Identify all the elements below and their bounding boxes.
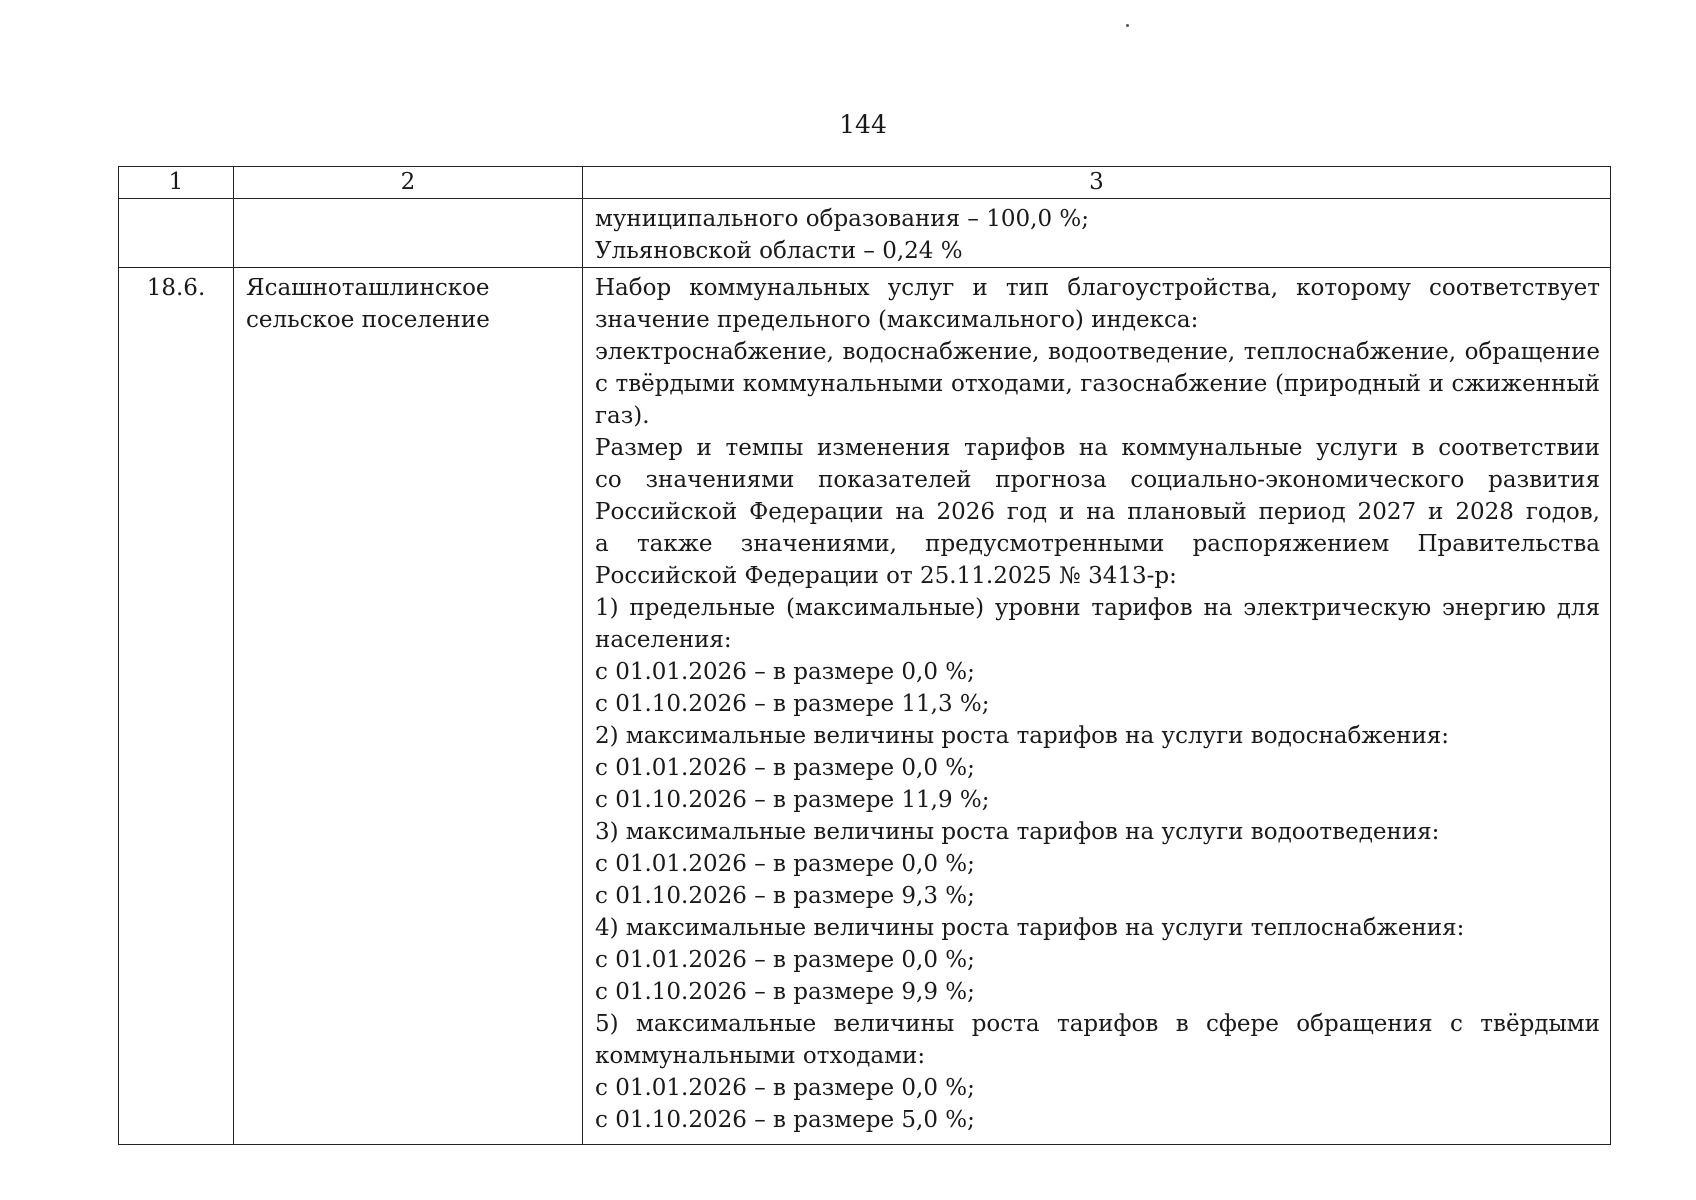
table-row-continuation <box>119 199 1611 268</box>
text-line: 4) максимальные величины роста тарифов на услуги теплоснабжения: <box>595 915 1465 941</box>
column-header-1: 1 <box>119 167 234 199</box>
text-line: а также значениями, предусмотренными распоряжением Правительства <box>595 531 1600 557</box>
settlement-name <box>234 268 582 336</box>
text-line: коммунальными отходами: <box>595 1043 926 1069</box>
text-line: с твёрдыми коммунальными отходами, газоснабжение (природный и сжиженный <box>595 371 1600 397</box>
text-line: с 01.01.2026 – в размере 0,0 %; <box>595 1075 975 1101</box>
text-line: электроснабжение, водоснабжение, водоотведение, теплоснабжение, обращение <box>595 339 1600 365</box>
tariff-description <box>583 268 1610 1136</box>
tariff-table <box>118 166 1611 1145</box>
text-line: с 01.10.2026 – в размере 9,9 %; <box>595 979 975 1005</box>
row-number-cell <box>119 268 234 1145</box>
settlement-name-line: Ясашноташлинское <box>246 275 490 301</box>
text-line: 2) максимальные величины роста тарифов на услуги водоснабжения: <box>595 723 1450 749</box>
text-line: 5) максимальные величины роста тарифов в сфере обращения с твёрдыми <box>595 1011 1600 1037</box>
text-line: с 01.01.2026 – в размере 0,0 %; <box>595 851 975 877</box>
text-line: Российской Федерации от 25.11.2025 № 3413-р: <box>595 563 1177 589</box>
text-line: с 01.10.2026 – в размере 5,0 %; <box>595 1107 975 1133</box>
tariff-description-cell <box>583 268 1611 1145</box>
text-line: Набор коммунальных услуг и тип благоустройства, которому соответствует <box>595 275 1600 301</box>
text-line: с 01.10.2026 – в размере 11,9 %; <box>595 787 990 813</box>
column-header-3: 3 <box>583 167 1611 199</box>
continuation-text <box>583 199 1610 267</box>
scan-speck <box>1126 24 1129 27</box>
text-line: муниципального образования – 100,0 %; <box>595 206 1089 232</box>
table-row-18-6 <box>119 268 1611 1145</box>
text-line: значение предельного (максимального) индекса: <box>595 307 1199 333</box>
text-line: с 01.10.2026 – в размере 9,3 %; <box>595 883 975 909</box>
text-line: Ульяновской области – 0,24 % <box>595 238 963 264</box>
continuation-text-cell <box>583 199 1611 268</box>
text-line: населения: <box>595 627 732 653</box>
text-line: с 01.01.2026 – в размере 0,0 %; <box>595 755 975 781</box>
text-line: Российской Федерации на 2026 год и на плановый период 2027 и 2028 годов, <box>595 499 1600 525</box>
settlement-name-line: сельское поселение <box>246 307 490 333</box>
text-line: Размер и темпы изменения тарифов на коммунальные услуги в соответствии <box>595 435 1600 461</box>
page-number: 144 <box>839 110 887 139</box>
text-line: газ). <box>595 403 650 429</box>
text-line: 3) максимальные величины роста тарифов на услуги водоотведения: <box>595 819 1440 845</box>
text-line: 1) предельные (максимальные) уровни тарифов на электрическую энергию для <box>595 595 1600 621</box>
continuation-name-cell <box>234 199 583 268</box>
text-line: с 01.10.2026 – в размере 11,3 %; <box>595 691 990 717</box>
text-line: с 01.01.2026 – в размере 0,0 %; <box>595 947 975 973</box>
continuation-num-cell <box>119 199 234 268</box>
table-header-row <box>119 167 1611 199</box>
row-number: 18.6. <box>146 275 206 301</box>
column-header-2: 2 <box>234 167 583 199</box>
text-line: со значениями показателей прогноза социально-экономического развития <box>595 467 1600 493</box>
settlement-name-cell <box>234 268 583 1145</box>
text-line: с 01.01.2026 – в размере 0,0 %; <box>595 659 975 685</box>
